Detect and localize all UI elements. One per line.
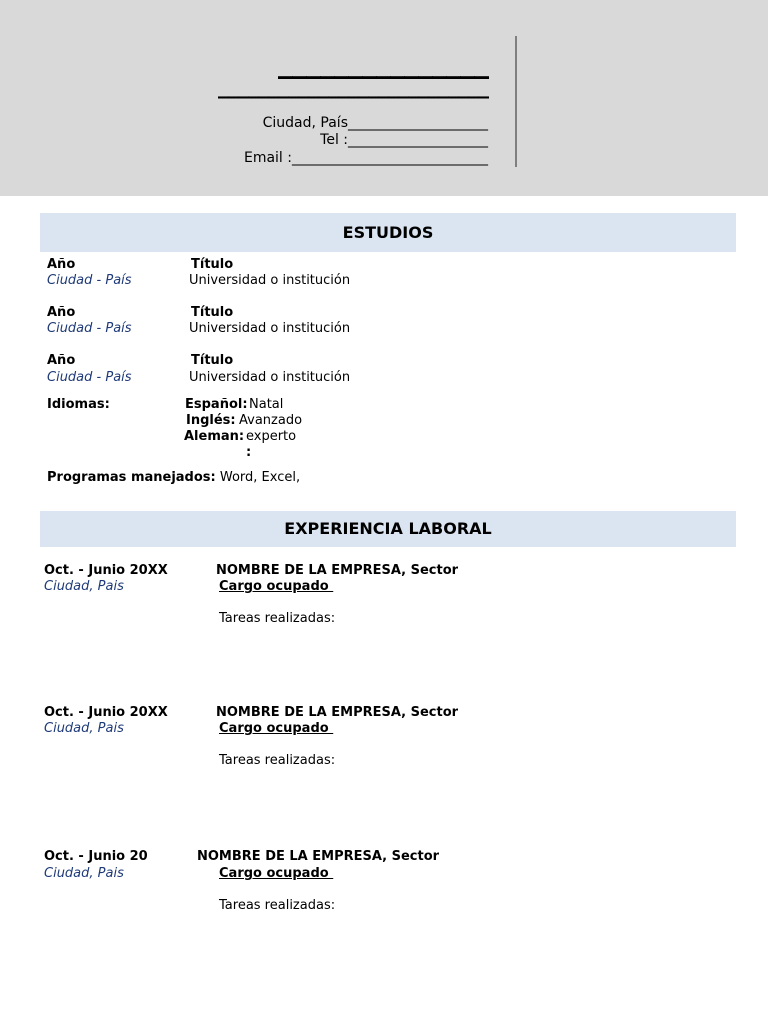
- language-name: Inglés:: [186, 413, 236, 428]
- experience-role: Cargo ocupado: [219, 721, 334, 736]
- experience-dates: Oct. - Junio 20: [44, 849, 148, 864]
- programs-value: Word, Excel,: [219, 470, 301, 485]
- language-name: :: [246, 445, 252, 460]
- name-blank: _______________: [278, 45, 488, 80]
- study-year: Año: [47, 353, 76, 368]
- experience-tasks: Tareas realizadas:: [219, 611, 336, 626]
- experience-heading: EXPERIENCIA LABORAL: [40, 511, 736, 547]
- study-title: Título: [191, 353, 234, 368]
- experience-company: NOMBRE DE LA EMPRESA, Sector: [216, 705, 459, 720]
- experience-company: NOMBRE DE LA EMPRESA, Sector: [216, 563, 459, 578]
- study-institution: Universidad o institución: [189, 370, 351, 385]
- header-divider: [515, 36, 517, 167]
- study-place: Ciudad - País: [47, 370, 132, 385]
- programs-label: Programas manejados:: [47, 470, 216, 485]
- experience-role: Cargo ocupado: [219, 579, 334, 594]
- tel-line: [320, 131, 488, 149]
- email-blank: ____________________________: [292, 150, 488, 166]
- title-blank: ___________________________: [218, 74, 488, 99]
- study-year: Año: [47, 257, 76, 272]
- study-title: Título: [191, 257, 234, 272]
- study-year: Año: [47, 305, 76, 320]
- experience-place: Ciudad, Pais: [44, 721, 124, 736]
- experience-tasks: Tareas realizadas:: [219, 898, 336, 913]
- tel-label: Tel :: [320, 132, 348, 148]
- experience-role: Cargo ocupado: [219, 866, 334, 881]
- study-place: Ciudad - País: [47, 321, 132, 336]
- city-line: [263, 114, 488, 132]
- language-level: experto: [246, 429, 297, 444]
- language-name: Español:: [185, 397, 248, 412]
- experience-dates: Oct. - Junio 20XX: [44, 563, 168, 578]
- header-panel: [0, 0, 768, 196]
- language-level: Natal: [249, 397, 284, 412]
- language-level: Avanzado: [239, 413, 303, 428]
- studies-heading: ESTUDIOS: [40, 213, 736, 252]
- experience-place: Ciudad, Pais: [44, 866, 124, 881]
- experience-place: Ciudad, Pais: [44, 579, 124, 594]
- city-label: Ciudad, País: [262, 115, 348, 131]
- experience-tasks: Tareas realizadas:: [219, 753, 336, 768]
- city-blank: ____________________: [348, 115, 488, 131]
- experience-dates: Oct. - Junio 20XX: [44, 705, 168, 720]
- email-line: [244, 149, 488, 167]
- study-institution: Universidad o institución: [189, 273, 351, 288]
- study-title: Título: [191, 305, 234, 320]
- experience-company: NOMBRE DE LA EMPRESA, Sector: [197, 849, 440, 864]
- programs-line: [47, 470, 300, 486]
- study-institution: Universidad o institución: [189, 321, 351, 336]
- study-place: Ciudad - País: [47, 273, 132, 288]
- languages-label: Idiomas:: [47, 397, 110, 412]
- email-label: Email :: [243, 150, 292, 166]
- tel-blank: ____________________: [348, 132, 488, 148]
- language-name: Aleman:: [184, 429, 245, 444]
